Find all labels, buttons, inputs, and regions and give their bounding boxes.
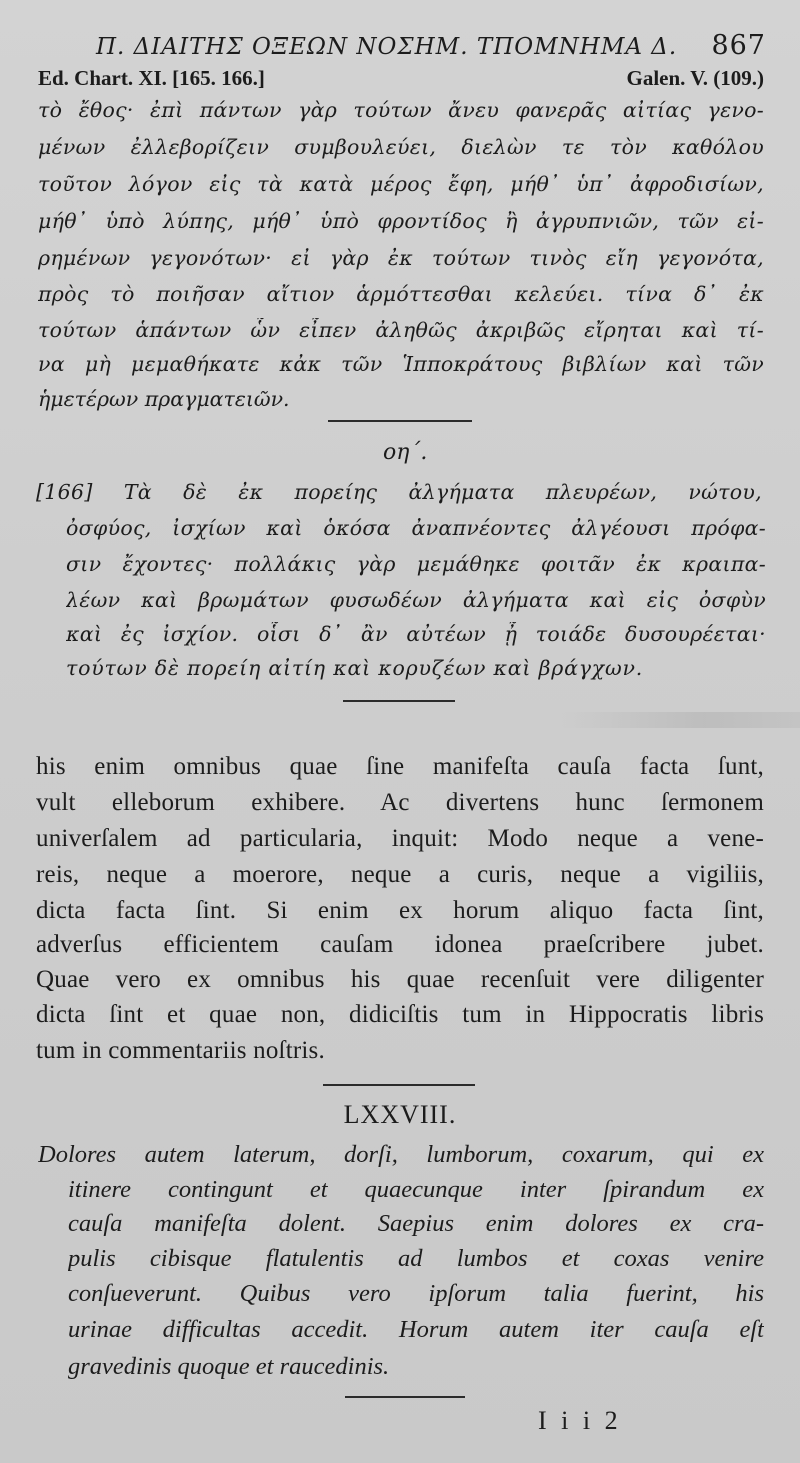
greek-aphorism-line: σιν ἔχοντες· πολλάκις γὰρ μεμάθηκε φοιτᾶν ἐκ κραιπα- [66, 552, 766, 576]
page-number: 867 [711, 30, 766, 61]
latin-commentary-line: vult elleborum exhibere. Ac divertens hunc ſermonem [36, 789, 764, 816]
latin-aphorism-line: gravedinis quoque et raucedinis. [68, 1353, 390, 1380]
greek-section-number: οη΄. [383, 440, 428, 465]
greek-commentary-line: ἡμετέρων πραγματειῶν. [38, 387, 290, 411]
edition-reference-line [38, 66, 764, 94]
latin-commentary-line: reis, neque a moerore, neque a curis, neque a vigiliis, [36, 861, 764, 888]
latin-aphorism-line: pulis cibisque flatulentis ad lumbos et coxas venire [68, 1245, 764, 1272]
latin-aphorism-line: urinae difficultas accedit. Horum autem iter cauſa eſt [68, 1316, 764, 1343]
latin-aphorism-line: conſueverunt. Quibus vero ipſorum talia fuerint, his [68, 1280, 764, 1307]
greek-commentary-line: πρὸς τὸ ποιῆσαν αἴτιον ἁρμόττεσθαι κελεύει. τίνα δ᾽ ἐκ [38, 282, 764, 306]
greek-commentary-line: τοῦτον λόγον εἰς τὰ κατὰ μέρος ἔφη, μήθ᾽ ὑπ᾽ ἀφροδισίων, [38, 172, 764, 196]
greek-commentary-line: μένων ἐλλεβορίζειν συμβουλεύει, διελὼν τε τὸν καθόλου [38, 135, 764, 159]
running-title: Π. ΔΙΑΙΤΗΣ ΟΞΕΩΝ ΝΟΣΗΜ. ΤΠΟΜΝΗΜΑ Δ. [96, 34, 678, 60]
greek-commentary-line: τὸ ἔθος· ἐπὶ πάντων γὰρ τούτων ἄνευ φανερᾶς αἰτίας γενο- [38, 98, 764, 122]
latin-commentary-line: his enim omnibus quae ſine manifeſta cauſa facta ſunt, [36, 753, 764, 780]
latin-commentary-line: Quae vero ex omnibus his quae recenſuit vere diligenter [36, 966, 764, 993]
section-divider [345, 1396, 465, 1398]
greek-commentary-line: να μὴ μεμαθήκατε κἀκ τῶν Ἱπποκράτους βιβλίων καὶ τῶν [38, 352, 764, 376]
edition-chart-reference: Ed. Chart. XI. [165. 166.] [38, 66, 265, 90]
edition-galen-reference: Galen. V. (109.) [626, 66, 764, 90]
latin-aphorism-line: itinere contingunt et quaecunque inter ſpirandum ex [68, 1176, 764, 1203]
latin-commentary-line: dicta ſint et quae non, didiciſtis tum in Hippocratis libris [36, 1001, 764, 1028]
greek-commentary-line: ρημένων γεγονότων· εἰ γὰρ ἐκ τούτων τινὸς εἴη γεγονότα, [38, 246, 764, 270]
latin-commentary-line: dicta facta ſint. Si enim ex horum aliquo facta ſint, [36, 897, 764, 924]
latin-commentary-line: univerſalem ad particularia, inquit: Modo neque a vene- [36, 825, 764, 852]
latin-aphorism-line: cauſa manifeſta dolent. Saepius enim dolores ex cra- [68, 1210, 764, 1237]
latin-aphorism-line: Dolores autem laterum, dorſi, lumborum, coxarum, qui ex [38, 1141, 764, 1168]
latin-commentary-line: tum in commentariis noſtris. [36, 1037, 325, 1064]
greek-aphorism-line: τούτων δὲ πορείη αἰτίη καὶ κορυζέων καὶ βράγχων. [66, 656, 644, 680]
greek-aphorism-line: ὀσφύος, ἰσχίων καὶ ὁκόσα ἀναπνέοντες ἀλγέουσι πρόφα- [66, 516, 766, 540]
section-divider [323, 1084, 475, 1086]
latin-section-heading: LXXVIII. [343, 1100, 457, 1129]
latin-commentary-line: adverſus efficientem cauſam idonea praeſcribere jubet. [36, 931, 764, 958]
greek-aphorism-line: [166] Τὰ δὲ ἐκ πορείης ἀλγήματα πλευρέων, νώτου, [36, 480, 762, 504]
running-head [96, 30, 766, 64]
greek-aphorism-line: καὶ ἐς ἰσχίον. οἷσι δ᾽ ἂν αὐτέων ᾖ τοιάδε δυσουρέεται· [66, 622, 766, 646]
greek-aphorism-line: λέων καὶ βρωμάτων φυσωδέων ἀλγήματα καὶ εἰς ὀσφὺν [66, 588, 766, 612]
section-divider [328, 420, 472, 422]
show-through-texture [560, 712, 800, 728]
greek-commentary-line: μήθ᾽ ὑπὸ λύπης, μήθ᾽ ὑπὸ φροντίδος ἢ ἀγρυπνιῶν, τῶν εἰ- [38, 209, 764, 233]
printer-signature-mark: I i i 2 [538, 1406, 622, 1435]
section-divider [343, 700, 455, 702]
greek-commentary-line: τούτων ἁπάντων ὧν εἶπεν ἀληθῶς ἀκριβῶς εἴρηται καὶ τί- [38, 318, 764, 342]
